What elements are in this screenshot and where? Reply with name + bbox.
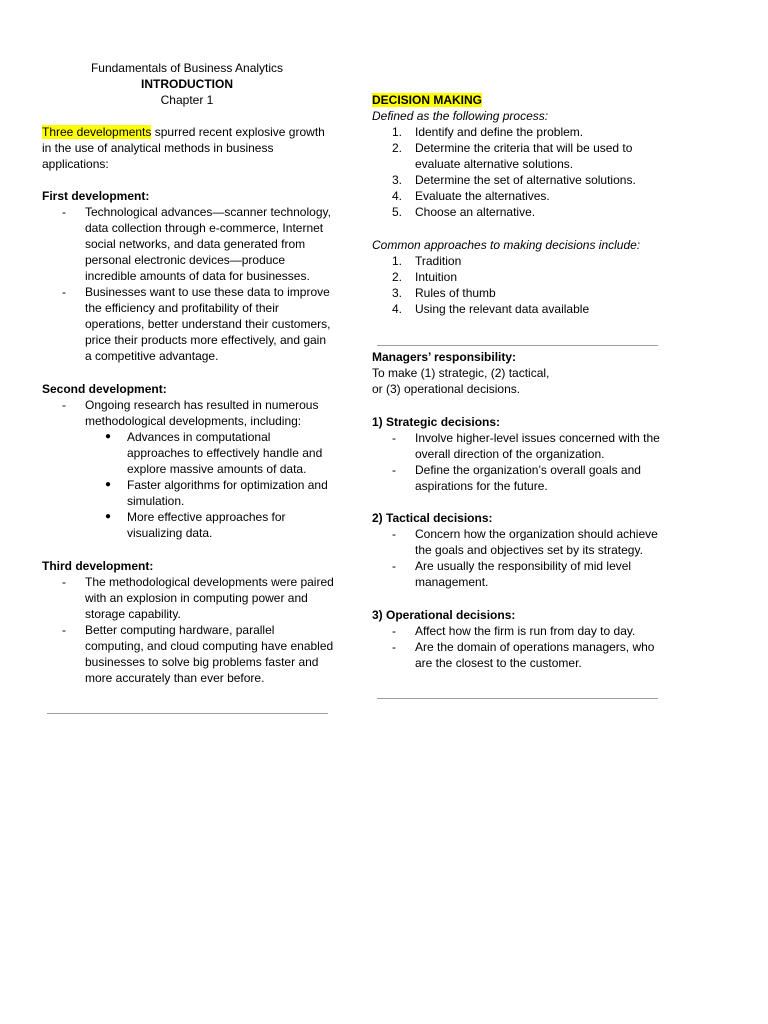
document-subtitle: INTRODUCTION bbox=[141, 77, 233, 91]
list-item bbox=[372, 623, 664, 639]
list-item bbox=[372, 526, 664, 558]
first-development-heading: First development: bbox=[42, 189, 150, 203]
list-item-text: Ongoing research has resulted in numerous methodological developments, including: bbox=[85, 398, 319, 428]
list-item-text: Involve higher-level issues concerned with the overall direction of the organization. bbox=[415, 431, 660, 461]
list-item bbox=[372, 269, 664, 285]
list-item bbox=[42, 622, 334, 686]
list-item-text: Identify and define the problem. bbox=[415, 125, 584, 139]
list-item bbox=[42, 429, 334, 477]
document-title: Fundamentals of Business Analytics bbox=[90, 61, 284, 75]
second-development-sublist bbox=[42, 429, 334, 541]
list-item-text: The methodological developments were paired with an explosion in computing power and storage capability. bbox=[85, 575, 334, 621]
managers-line-1: To make (1) strategic, (2) tactical, bbox=[372, 366, 550, 380]
tactical-heading: 2) Tactical decisions: bbox=[372, 511, 493, 525]
bullet-marker: ● bbox=[105, 511, 112, 522]
number-marker: 2. bbox=[392, 141, 403, 155]
intro-highlight: Three developments bbox=[42, 125, 152, 139]
managers-heading: Managers’ responsibility: bbox=[372, 350, 517, 364]
list-item-text: Choose an alternative. bbox=[415, 205, 536, 219]
dash-marker: - bbox=[392, 431, 396, 445]
list-item-text: Tradition bbox=[415, 254, 462, 268]
dash-marker: - bbox=[392, 624, 396, 638]
list-item bbox=[372, 204, 664, 220]
list-item-text: Advances in computational approaches to effectively handle and explore massive amounts of data. bbox=[127, 430, 323, 476]
right-divider-top bbox=[377, 345, 658, 346]
list-item-text: Intuition bbox=[415, 270, 458, 284]
decision-making-label: DECISION MAKING bbox=[372, 93, 483, 107]
list-item bbox=[372, 639, 664, 671]
list-item bbox=[372, 172, 664, 188]
second-development-heading: Second development: bbox=[42, 382, 167, 396]
decision-definition: Defined as the following process: bbox=[372, 109, 549, 123]
dash-marker: - bbox=[62, 398, 66, 412]
bullet-marker: ● bbox=[105, 431, 112, 442]
list-item-text: Are the domain of operations managers, who are the closest to the customer. bbox=[415, 640, 655, 670]
list-item-text: Technological advances—scanner technology, data collection through e-commerce, Internet social networks, and data generated from personal electronic devices—produce incredible amounts of data for businesses. bbox=[85, 205, 331, 283]
list-item bbox=[42, 574, 334, 622]
list-item-text: Determine the criteria that will be used to evaluate alternative solutions. bbox=[415, 141, 633, 171]
list-item-text: Faster algorithms for optimization and simulation. bbox=[127, 478, 328, 508]
intro-paragraph bbox=[42, 124, 334, 172]
list-item-text: Better computing hardware, parallel computing, and cloud computing have enabled businesses to solve big problems faster and more accurately than ever before. bbox=[85, 623, 334, 685]
list-item-text: Evaluate the alternatives. bbox=[415, 189, 550, 203]
number-marker: 2. bbox=[392, 270, 403, 284]
operational-heading: 3) Operational decisions: bbox=[372, 608, 516, 622]
list-item-text: Are usually the responsibility of mid level management. bbox=[415, 559, 632, 589]
list-item-text: Businesses want to use these data to improve the efficiency and profitability of their operations, better understand their customers, price their products more effectively, and gain a competitive advantage. bbox=[85, 285, 331, 363]
document-header bbox=[42, 60, 332, 108]
list-item-text: Affect how the firm is run from day to day. bbox=[415, 624, 636, 638]
list-item bbox=[42, 509, 334, 541]
list-item bbox=[372, 558, 664, 590]
dash-marker: - bbox=[62, 285, 66, 299]
decision-steps-list bbox=[372, 124, 664, 220]
first-development-list bbox=[42, 204, 334, 364]
list-item bbox=[372, 188, 664, 204]
list-item bbox=[372, 124, 664, 140]
list-item-text: Using the relevant data available bbox=[415, 302, 590, 316]
dash-marker: - bbox=[62, 623, 66, 637]
list-item bbox=[372, 140, 664, 172]
list-item-text: Concern how the organization should achieve the goals and objectives set by its strategy. bbox=[415, 527, 658, 557]
number-marker: 5. bbox=[392, 205, 403, 219]
strategic-list bbox=[372, 430, 664, 494]
list-item bbox=[42, 284, 334, 364]
list-item-text: More effective approaches for visualizing data. bbox=[127, 510, 286, 540]
number-marker: 4. bbox=[392, 302, 403, 316]
list-item bbox=[372, 253, 664, 269]
managers-line-2: or (3) operational decisions. bbox=[372, 382, 521, 396]
third-development-heading: Third development: bbox=[42, 559, 154, 573]
dash-marker: - bbox=[62, 205, 66, 219]
list-item bbox=[42, 204, 334, 284]
operational-list bbox=[372, 623, 664, 671]
number-marker: 1. bbox=[392, 254, 403, 268]
list-item bbox=[372, 285, 664, 301]
number-marker: 3. bbox=[392, 286, 403, 300]
dash-marker: - bbox=[62, 575, 66, 589]
approaches-list bbox=[372, 253, 664, 317]
list-item bbox=[372, 430, 664, 462]
approaches-intro: Common approaches to making decisions include: bbox=[372, 238, 641, 252]
list-item-text: Define the organization’s overall goals and aspirations for the future. bbox=[415, 463, 641, 493]
right-divider-bottom bbox=[377, 698, 658, 699]
dash-marker: - bbox=[392, 527, 396, 541]
list-item bbox=[372, 462, 664, 494]
third-development-list bbox=[42, 574, 334, 686]
bullet-marker: ● bbox=[105, 479, 112, 490]
intro-text: spurred recent explosive growth in the use of analytical methods in business applications: bbox=[42, 125, 325, 171]
dash-marker: - bbox=[392, 559, 396, 573]
second-development-list bbox=[42, 397, 334, 429]
dash-marker: - bbox=[392, 463, 396, 477]
tactical-list bbox=[372, 526, 664, 590]
list-item-text: Determine the set of alternative solutions. bbox=[415, 173, 636, 187]
list-item bbox=[372, 301, 664, 317]
chapter-label: Chapter 1 bbox=[160, 93, 214, 107]
number-marker: 4. bbox=[392, 189, 403, 203]
list-item-text: Rules of thumb bbox=[415, 286, 496, 300]
strategic-heading: 1) Strategic decisions: bbox=[372, 415, 501, 429]
decision-making-heading bbox=[372, 92, 664, 108]
list-item bbox=[42, 477, 334, 509]
left-divider bbox=[47, 713, 328, 714]
list-item bbox=[42, 397, 334, 429]
number-marker: 3. bbox=[392, 173, 403, 187]
dash-marker: - bbox=[392, 640, 396, 654]
number-marker: 1. bbox=[392, 125, 403, 139]
